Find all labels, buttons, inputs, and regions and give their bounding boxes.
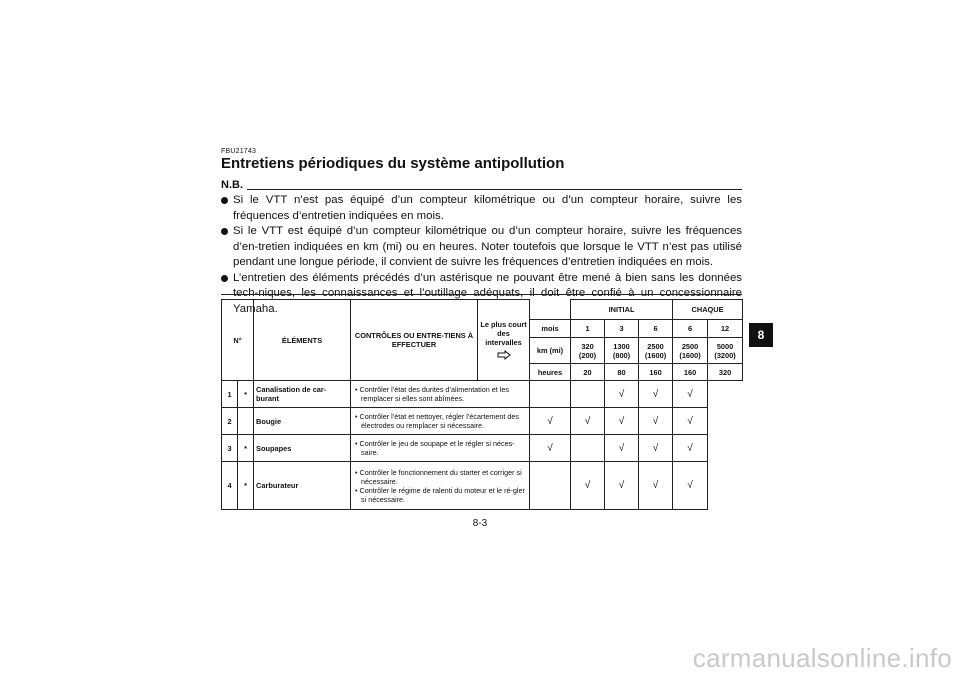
row-number: 4 [222,462,238,510]
header-initial: INITIAL [571,300,673,320]
bullet-icon [221,228,228,235]
check-cell: √ [639,408,673,435]
interval-value: 6 [639,320,673,338]
check-cell: √ [571,408,605,435]
control-text: Contrôler l’état et nettoyer, régler l’écartement des électrodes ou remplacer si nécessaire. [359,412,519,430]
row-asterisk: * [238,381,254,408]
row-item: Bougie [254,408,351,435]
check-cell: √ [605,381,639,408]
header-shortest-interval [478,300,530,381]
interval-value: 1300 (800) [605,338,639,364]
row-item: Soupapes [254,435,351,462]
header-elements: ÉLÉMENTS [254,300,351,381]
note-item [221,193,742,224]
check-cell: √ [673,462,708,510]
nb-rule [247,189,742,190]
note-text: L’entretien des éléments précédés d’un astérisque ne pouvant être mené à bien sans les données tech-niques, les connaissances et l’outillage adéquats, il doit être confié à un concessionnaire Yamaha. [233,271,742,315]
header-shortest-text: Le plus court des intervalles [480,320,527,347]
page-number: 8-3 [472,518,488,529]
row-controls [351,408,530,435]
control-text: Contrôler l’état des durites d’alimentation et les remplacer si elles sont abîmées. [359,385,509,403]
table-row [222,408,743,435]
interval-label: mois [530,320,571,338]
interval-label: km (mi) [530,338,571,364]
interval-value: 2500 (1600) [673,338,708,364]
watermark: carmanualsonline.info [692,643,952,673]
interval-label: heures [530,364,571,381]
control-line: • Contrôler l’état des durites d’alimentation et les remplacer si elles sont abîmées. [355,385,509,403]
note-text: Si le VTT n’est pas équipé d’un compteur kilométrique ou d’un compteur horaire, suivre les fréquences d’entretien indiquées en mois. [233,194,742,222]
check-cell: √ [673,408,708,435]
check-cell: √ [673,381,708,408]
row-number: 3 [222,435,238,462]
control-line: • Contrôler le fonctionnement du starter et corriger si nécessaire. [355,467,522,486]
check-cell [530,462,571,510]
control-line: • Contrôler l’état et nettoyer, régler l’écartement des électrodes ou remplacer si nécessaire. [355,412,519,430]
interval-value: 2500 (1600) [639,338,673,364]
check-cell [530,381,571,408]
row-number: 2 [222,408,238,435]
header-no: N° [222,300,254,381]
bullet-icon [221,275,228,282]
table-row [222,381,743,408]
interval-value: 12 [708,320,743,338]
row-asterisk: * [238,462,254,510]
interval-value: 1 [571,320,605,338]
control-text: Contrôler le régime de ralenti du moteur et le ré-gler si nécessaire. [359,485,525,504]
row-item: Carburateur [254,462,351,510]
table-row [222,462,743,510]
row-controls [351,462,530,510]
check-cell: √ [639,381,673,408]
interval-value: 80 [605,364,639,381]
control-line: • Contrôler le jeu de soupape et le régler si néces-saire. [355,439,515,457]
table-row [222,435,743,462]
header-each: CHAQUE [673,300,743,320]
section-rule [221,294,742,295]
check-cell: √ [639,435,673,462]
chapter-tab: 8 [749,323,773,347]
nb-label: N.B. [221,179,243,191]
check-cell [571,381,605,408]
row-controls [351,381,530,408]
row-controls [351,435,530,462]
check-cell [571,435,605,462]
interval-value: 3 [605,320,639,338]
header-row [222,300,743,320]
interval-value: 5000 (3200) [708,338,743,364]
control-text: Contrôler le jeu de soupape et le régler si néces-saire. [359,439,515,457]
row-item: Canalisation de car-burant [254,381,351,408]
check-cell: √ [605,408,639,435]
interval-value: 320 [708,364,743,381]
check-cell: √ [530,408,571,435]
interval-value: 20 [571,364,605,381]
row-asterisk: * [238,435,254,462]
bullet-icon [221,197,228,204]
control-text: Contrôler le fonctionnement du starter et corriger si nécessaire. [359,467,522,486]
check-cell: √ [605,462,639,510]
note-text: Si le VTT est équipé d’un compteur kilométrique ou d’un compteur horaire, suivre les fréquences d’en-tretien indiquées en km (mi) ou en heures. Noter toutefois que lorsque le VTT n’est pas utilisé pendant une longue période, il convient de suivre les fréquences d’entretien indiquées en mois. [233,225,742,268]
check-cell: √ [639,462,673,510]
nb-header [221,180,742,192]
check-cell: √ [530,435,571,462]
maintenance-table [221,299,743,510]
row-number: 1 [222,381,238,408]
check-cell: √ [605,435,639,462]
control-line: • Contrôler le régime de ralenti du moteur et le ré-gler si nécessaire. [355,485,525,504]
check-cell: √ [673,435,708,462]
document-code: FBU21743 [221,148,257,155]
interval-value: 160 [639,364,673,381]
row-asterisk [238,408,254,435]
interval-value: 320 (200) [571,338,605,364]
check-cell: √ [571,462,605,510]
interval-value: 160 [673,364,708,381]
note-item [221,224,742,271]
header-controls: CONTRÔLES OU ENTRE-TIENS À EFFECTUER [351,300,478,381]
arrow-right-icon [497,350,511,360]
interval-value: 6 [673,320,708,338]
page-title: Entretiens périodiques du système antipollution [221,155,565,172]
